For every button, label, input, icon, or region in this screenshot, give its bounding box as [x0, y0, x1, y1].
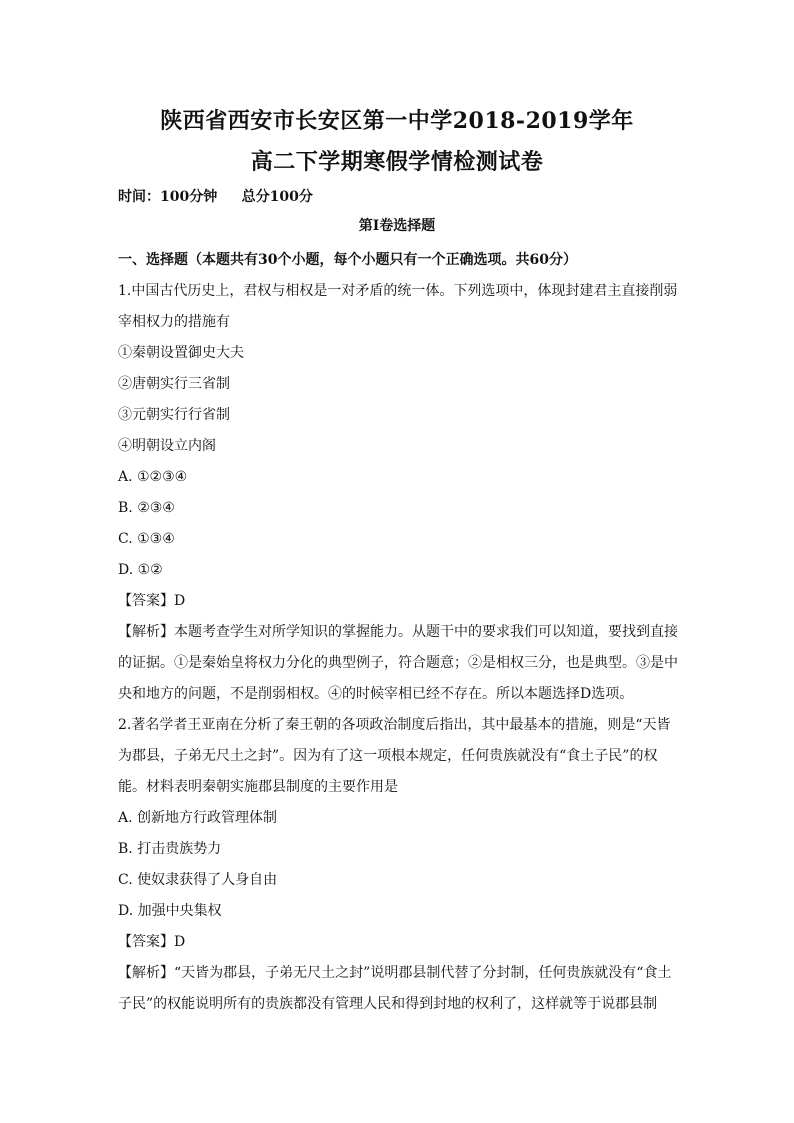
doc-title-line2: 高二下学期寒假学情检测试卷	[250, 149, 544, 175]
question-2-analysis: 【解析】“天皆为郡县，子弟无尺土之封”说明郡县制代替了分封制，任何贵族就没有“食土子民”的权能说明所有的贵族都没有管理人民和得到封地的权利了，这样就等于说郡县制	[118, 965, 672, 1012]
question-1-analysis: 【解析】本题考查学生对所学知识的掌握能力。从题干中的要求我们可以知道，要找到直接的证据。①是秦始皇将权力分化的典型例子，符合题意；②是相权三分，也是典型。③是中央和地方的问题，不是削弱相权。④的时候宰相已经不存在。所以本题选择D选项。	[118, 624, 678, 702]
question-1-item: ②唐朝实行三省制	[118, 376, 230, 392]
question-1-item: ①秦朝设置御史大夫	[118, 345, 244, 361]
exam-meta: 时间：100分钟 总分100分	[118, 189, 313, 205]
question-2-answer: 【答案】D	[118, 934, 186, 950]
question-2-option-a: A. 创新地方行政管理体制	[118, 810, 278, 826]
question-1-option-a: A. ①②③④	[118, 469, 188, 485]
question-2-option-b: B. 打击贵族势力	[118, 841, 222, 857]
questions-body	[118, 245, 678, 1020]
question-2-option-c: C. 使奴隶获得了人身自由	[118, 872, 278, 888]
question-2-option-d: D. 加强中央集权	[118, 903, 222, 919]
question-1-option-c: C. ①③④	[118, 531, 175, 547]
section-title: 第Ⅰ卷选择题	[358, 218, 436, 234]
question-1-item: ③元朝实行行省制	[118, 407, 230, 423]
question-1-option-d: D. ①②	[118, 562, 163, 578]
doc-title-line1: 陕西省西安市长安区第一中学2018-2019学年	[160, 108, 634, 134]
question-1-item: ④明朝设立内阁	[118, 438, 216, 454]
question-1-stem: 1.中国古代历史上，君权与相权是一对矛盾的统一体。下列选项中，体现封建君主直接削弱宰相权力的措施有	[118, 283, 678, 330]
part-heading: 一、选择题（本题共有30个小题，每个小题只有一个正确选项。共60分）	[118, 252, 577, 268]
question-2-stem: 2.著名学者王亚南在分析了秦王朝的各项政治制度后指出，其中最基本的措施，则是“天皆为郡县，子弟无尺土之封”。因为有了这一项根本规定，任何贵族就没有“食土子民”的权能。材料表明秦朝实施郡县制度的主要作用是	[118, 717, 671, 795]
question-1-option-b: B. ②③④	[118, 500, 175, 516]
question-1-answer: 【答案】D	[118, 593, 186, 609]
